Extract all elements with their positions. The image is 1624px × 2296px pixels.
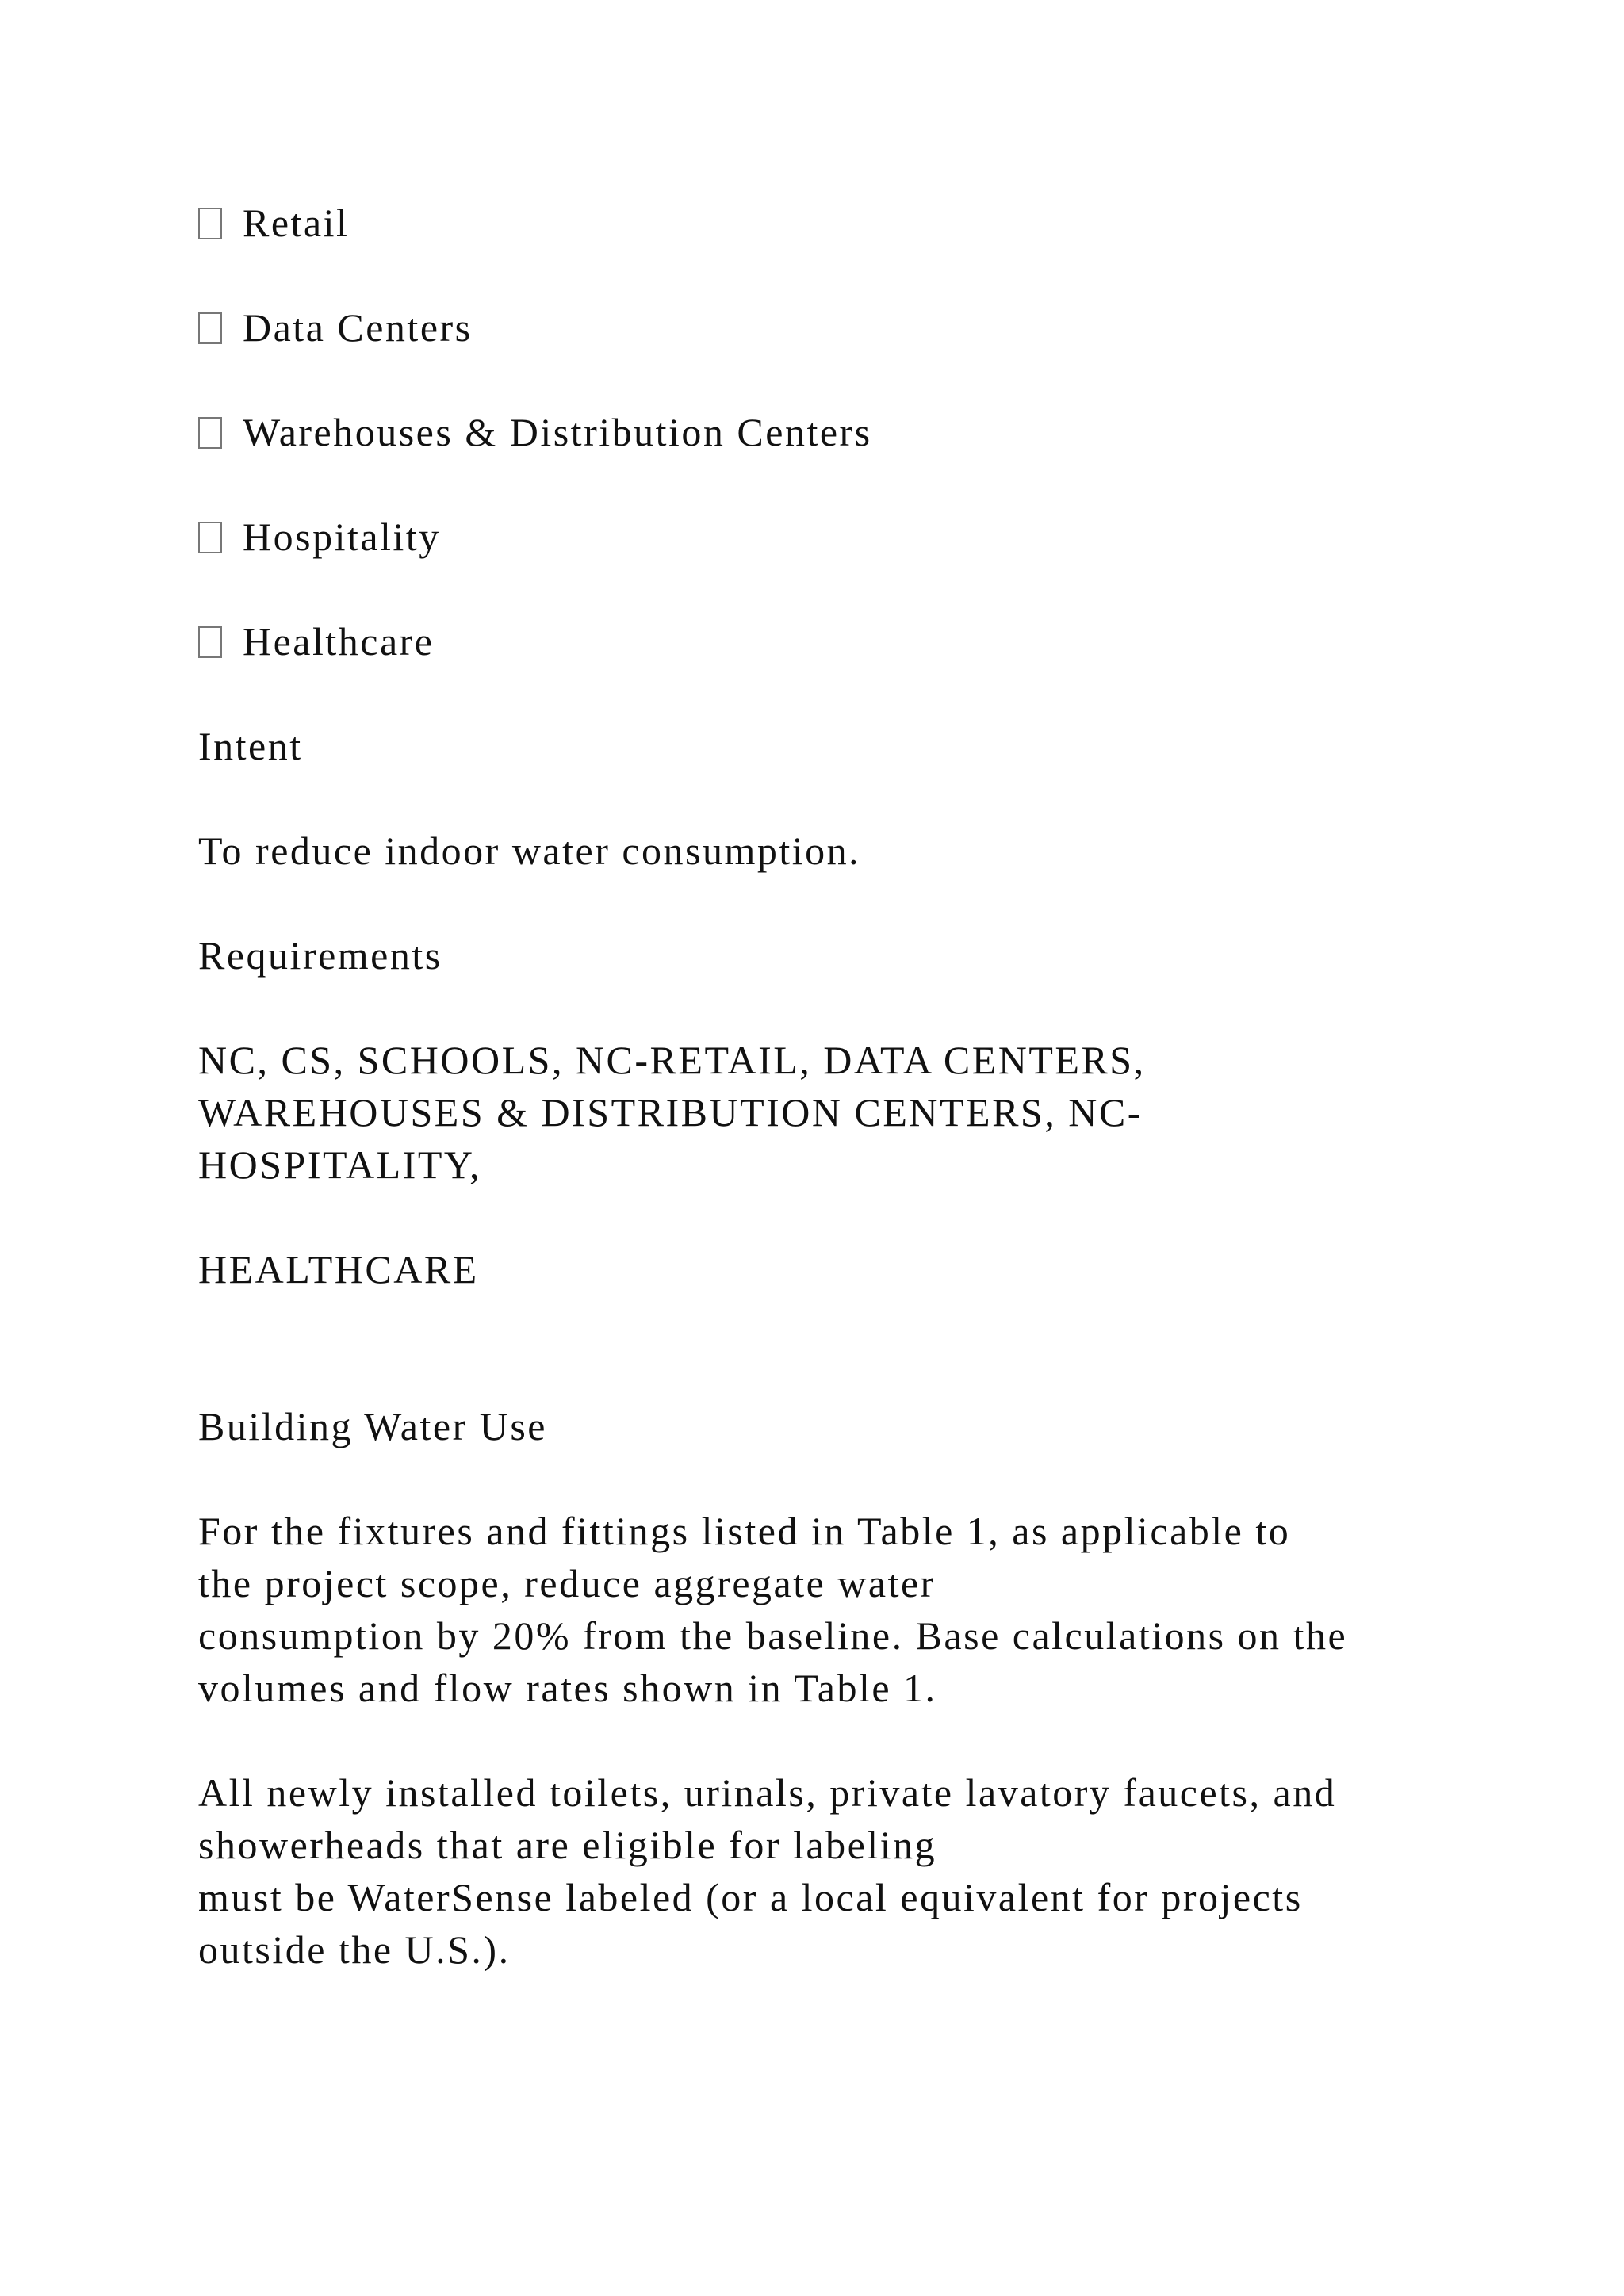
list-item-label: Healthcare <box>243 619 435 664</box>
rating-systems-line: WAREHOUSES & DISTRIBUTION CENTERS, NC- <box>198 1090 1143 1135</box>
list-item <box>198 615 1467 668</box>
list-item <box>198 406 1467 458</box>
paragraph-line: For the fixtures and fittings listed in Table 1, as applicable to <box>198 1509 1291 1553</box>
paragraph-line: outside the U.S.). <box>198 1927 511 1972</box>
checkbox-glyph-icon <box>198 626 222 658</box>
paragraph-line: All newly installed toilets, urinals, private lavatory faucets, and <box>198 1770 1337 1815</box>
checkbox-glyph-icon <box>198 208 222 239</box>
rating-systems-line: NC, CS, SCHOOLS, NC-RETAIL, DATA CENTERS, <box>198 1038 1146 1082</box>
requirements-heading: Requirements <box>198 933 442 978</box>
checkbox-glyph-icon <box>198 417 222 449</box>
list-item-label: Hospitality <box>243 515 441 559</box>
paragraph-line: volumes and flow rates shown in Table 1. <box>198 1666 937 1710</box>
intent-text: To reduce indoor water consumption. <box>198 828 861 873</box>
paragraph-line: showerheads that are eligible for labeling <box>198 1823 937 1867</box>
checkbox-glyph-icon <box>198 522 222 553</box>
paragraph-line: consumption by 20% from the baseline. Base calculations on the <box>198 1613 1348 1658</box>
building-water-use-heading: Building Water Use <box>198 1404 547 1448</box>
list-item-label: Data Centers <box>243 305 473 350</box>
paragraph-line: the project scope, reduce aggregate water <box>198 1561 936 1605</box>
list-item <box>198 511 1467 563</box>
rating-systems-healthcare: HEALTHCARE <box>198 1247 479 1292</box>
list-item-label: Retail <box>243 201 350 245</box>
list-item-label: Warehouses & Distribution Centers <box>243 410 872 454</box>
paragraph-line: must be WaterSense labeled (or a local equivalent for projects <box>198 1875 1303 1919</box>
list-item <box>198 197 1467 249</box>
checkbox-glyph-icon <box>198 312 222 344</box>
rating-systems-line: HOSPITALITY, <box>198 1142 482 1187</box>
list-item <box>198 301 1467 354</box>
intent-heading: Intent <box>198 724 303 768</box>
